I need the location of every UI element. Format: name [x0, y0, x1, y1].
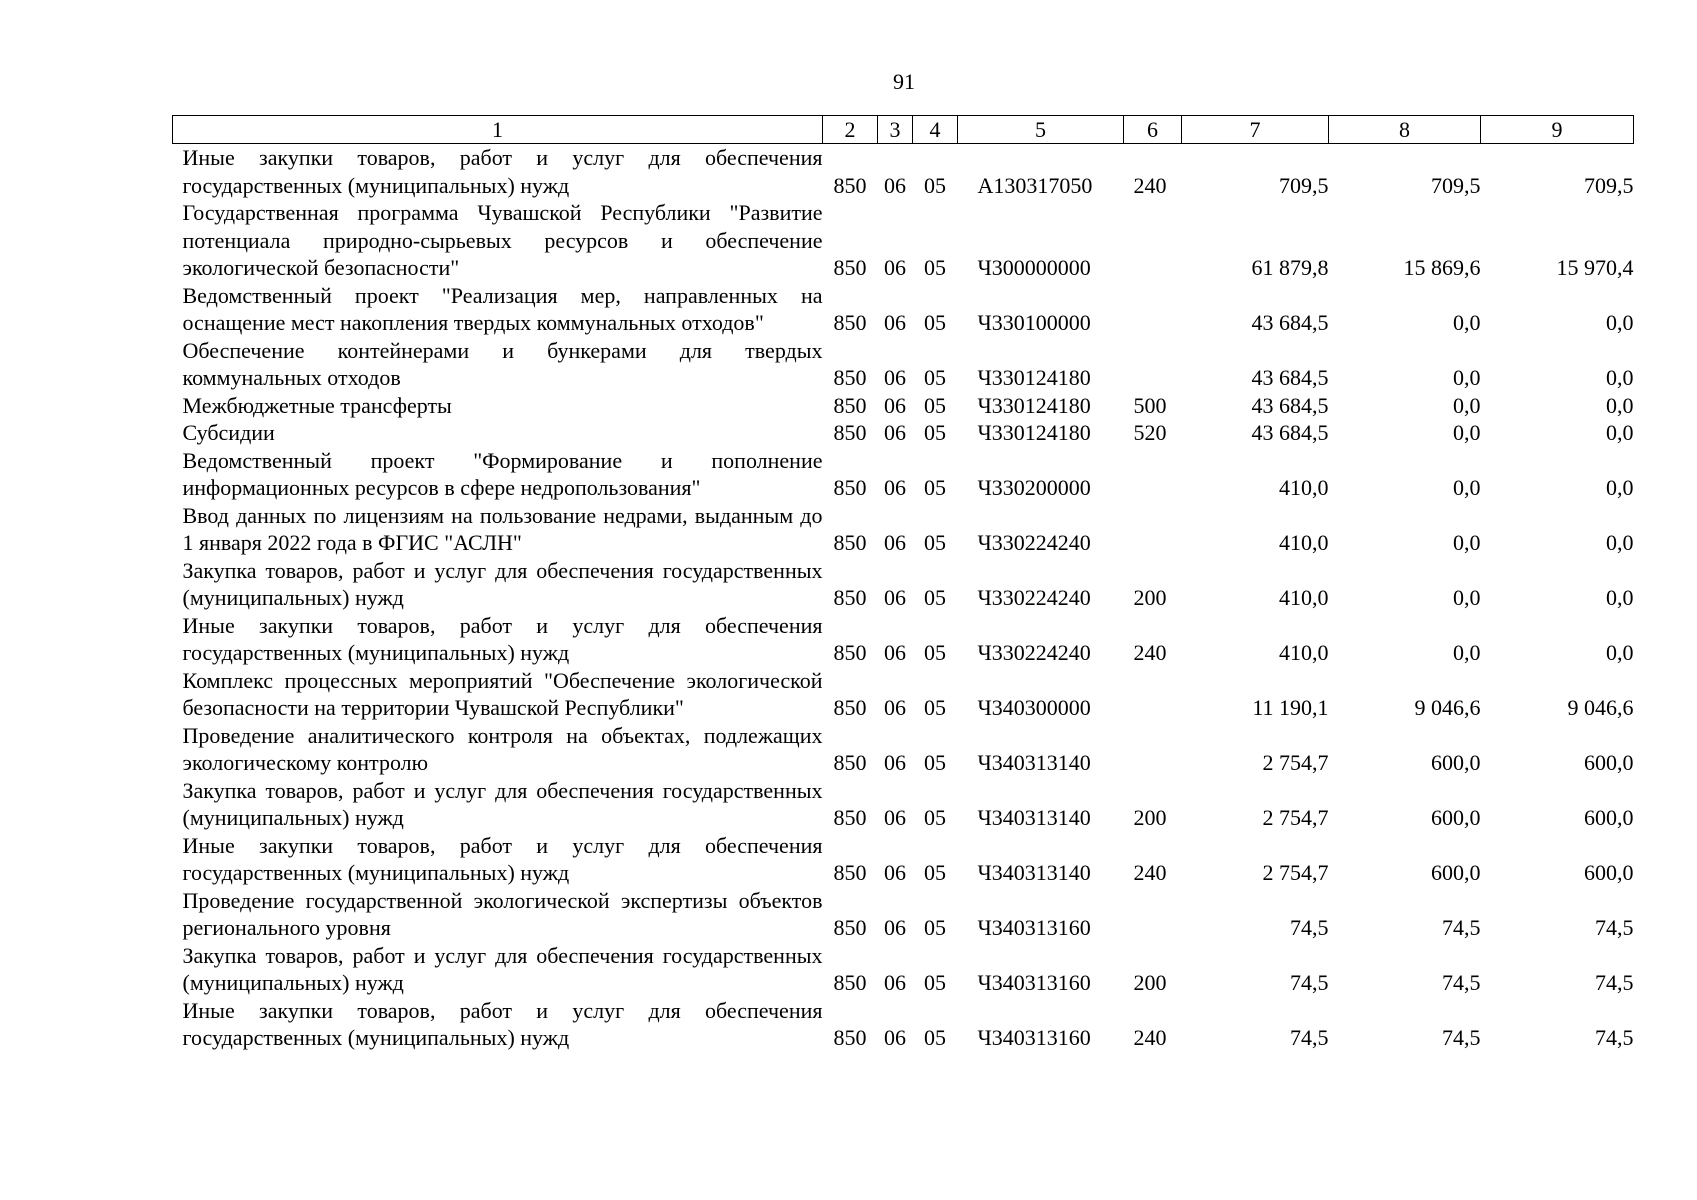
row-expense-type-cell: 500: [1133, 392, 1167, 418]
row-amount-col8-cell: 74,5: [1442, 915, 1481, 940]
row-amount-col8-cell: 74,5: [1442, 970, 1481, 995]
row-target-article-cell: Ч340313160: [977, 970, 1091, 995]
row-amount-col9-cell: 0,0: [1606, 475, 1634, 500]
row-grbs-cell: 850: [833, 420, 867, 445]
row-subsection-cell: 05: [924, 860, 946, 885]
row-grbs-cell: 850: [833, 915, 867, 940]
row-amount-col8-cell: 0,0: [1453, 530, 1481, 555]
row-target-article-cell: Ч330224240: [977, 585, 1091, 610]
row-amount-col7-cell: 709,5: [1279, 172, 1329, 198]
row-amount-col7-cell: 410,0: [1279, 640, 1329, 665]
row-subsection-cell: 05: [924, 585, 946, 610]
table-row: [173, 557, 1634, 612]
table-row: [173, 337, 1634, 392]
row-subsection-cell: 05: [924, 310, 946, 335]
row-amount-col9-cell: 0,0: [1606, 392, 1634, 418]
row-target-article-cell: Ч340313140: [977, 805, 1091, 830]
row-subsection-cell: 05: [924, 365, 946, 390]
table-row: [173, 942, 1634, 997]
row-amount-col7-cell: 43 684,5: [1251, 392, 1329, 418]
row-amount-col8-cell: 0,0: [1453, 420, 1481, 445]
row-subsection-cell: 05: [924, 255, 946, 280]
header-cell-subsection: 4: [913, 116, 958, 144]
row-target-article-cell: А130317050: [977, 172, 1093, 198]
row-amount-col9-cell: 74,5: [1595, 915, 1634, 940]
row-section-cell: 06: [884, 695, 906, 720]
row-name-cell: Иные закупки товаров, работ и услуг для обеспечения государственных (муниципальных) нужд: [182, 612, 823, 665]
row-subsection-cell: 05: [924, 695, 946, 720]
table-row: [173, 144, 1634, 200]
header-cell-amount-col7: 7: [1182, 116, 1329, 144]
header-cell-section: 3: [878, 116, 913, 144]
row-section-cell: 06: [884, 365, 906, 390]
row-amount-col7-cell: 2 754,7: [1262, 805, 1329, 830]
row-amount-col8-cell: 600,0: [1431, 860, 1481, 885]
row-amount-col7-cell: 410,0: [1279, 585, 1329, 610]
header-row: [173, 116, 1634, 144]
table-row: [173, 832, 1634, 887]
row-amount-col7-cell: 74,5: [1290, 915, 1329, 940]
row-amount-col8-cell: 600,0: [1431, 750, 1481, 775]
row-amount-col9-cell: 0,0: [1606, 530, 1634, 555]
row-grbs-cell: 850: [833, 1025, 867, 1050]
row-grbs-cell: 850: [833, 585, 867, 610]
row-target-article-cell: Ч330124180: [977, 365, 1091, 390]
row-amount-col8-cell: 0,0: [1453, 585, 1481, 610]
table-row: [173, 997, 1634, 1052]
row-amount-col9-cell: 600,0: [1584, 805, 1634, 830]
row-amount-col7-cell: 11 190,1: [1252, 695, 1329, 720]
table-row: [173, 419, 1634, 447]
row-grbs-cell: 850: [833, 172, 867, 198]
row-name-cell: Ведомственный проект "Формирование и пополнение информационных ресурсов в сфере недропользования": [182, 447, 823, 500]
header-cell-name: 1: [173, 116, 823, 144]
header-cell-expense-type: 6: [1124, 116, 1182, 144]
row-expense-type-cell: [1124, 722, 1182, 777]
row-expense-type-cell: 240: [1133, 640, 1167, 665]
row-name-cell: Комплекс процессных мероприятий "Обеспечение экологической безопасности на территории Чувашской Республики": [182, 667, 823, 720]
row-expense-type-cell: 200: [1133, 970, 1167, 995]
row-expense-type-cell: 200: [1133, 805, 1167, 830]
row-section-cell: 06: [884, 255, 906, 280]
header-cell-amount-col9: 9: [1481, 116, 1634, 144]
table-header: [173, 116, 1634, 144]
row-name-cell: Закупка товаров, работ и услуг для обеспечения государственных (муниципальных) нужд: [182, 557, 823, 610]
row-amount-col9-cell: 0,0: [1606, 640, 1634, 665]
row-grbs-cell: 850: [833, 475, 867, 500]
page-number: 91: [893, 69, 915, 94]
row-amount-col7-cell: 61 879,8: [1251, 255, 1329, 280]
row-amount-col8-cell: 0,0: [1453, 365, 1481, 390]
row-expense-type-cell: [1124, 282, 1182, 337]
table-row: [173, 502, 1634, 557]
row-section-cell: 06: [884, 585, 906, 610]
row-amount-col7-cell: 410,0: [1279, 530, 1329, 555]
row-target-article-cell: Ч330100000: [977, 310, 1091, 335]
row-grbs-cell: 850: [833, 255, 867, 280]
row-section-cell: 06: [884, 640, 906, 665]
row-section-cell: 06: [884, 530, 906, 555]
row-expense-type-cell: [1124, 447, 1182, 502]
table-row: [173, 887, 1634, 942]
row-section-cell: 06: [884, 392, 906, 418]
row-expense-type-cell: 240: [1133, 860, 1167, 885]
row-expense-type-cell: [1124, 502, 1182, 557]
row-amount-col9-cell: 15 970,4: [1556, 255, 1634, 280]
row-amount-col8-cell: 0,0: [1453, 310, 1481, 335]
row-amount-col9-cell: 600,0: [1584, 750, 1634, 775]
row-amount-col9-cell: 600,0: [1584, 860, 1634, 885]
row-grbs-cell: 850: [833, 860, 867, 885]
row-name-cell: Обеспечение контейнерами и бункерами для твердых коммунальных отходов: [182, 337, 823, 390]
row-amount-col9-cell: 0,0: [1606, 365, 1634, 390]
row-amount-col8-cell: 9 046,6: [1414, 695, 1481, 720]
row-target-article-cell: Ч340313140: [977, 750, 1091, 775]
row-grbs-cell: 850: [833, 392, 867, 418]
row-section-cell: 06: [884, 915, 906, 940]
header-cell-amount-col8: 8: [1329, 116, 1481, 144]
row-target-article-cell: Ч330124180: [977, 420, 1091, 445]
row-grbs-cell: 850: [833, 805, 867, 830]
row-name-cell: Проведение аналитического контроля на объектах, подлежащих экологическому контролю: [182, 722, 823, 775]
table-row: [173, 447, 1634, 502]
row-grbs-cell: 850: [833, 970, 867, 995]
row-subsection-cell: 05: [924, 1025, 946, 1050]
row-amount-col8-cell: 74,5: [1442, 1025, 1481, 1050]
table-row: [173, 392, 1634, 420]
row-expense-type-cell: 240: [1133, 172, 1167, 198]
row-target-article-cell: Ч330224240: [977, 640, 1091, 665]
table-body: [173, 144, 1634, 1052]
row-subsection-cell: 05: [924, 530, 946, 555]
row-target-article-cell: Ч340300000: [977, 695, 1091, 720]
budget-table: [172, 115, 1634, 1052]
row-target-article-cell: Ч300000000: [977, 255, 1091, 280]
row-amount-col7-cell: 43 684,5: [1251, 310, 1329, 335]
row-amount-col9-cell: 0,0: [1606, 420, 1634, 445]
row-amount-col7-cell: 43 684,5: [1251, 365, 1329, 390]
row-subsection-cell: 05: [924, 420, 946, 445]
table-row: [173, 282, 1634, 337]
row-amount-col7-cell: 43 684,5: [1251, 420, 1329, 445]
row-name-cell: Иные закупки товаров, работ и услуг для обеспечения государственных (муниципальных) нужд: [182, 997, 823, 1050]
row-grbs-cell: 850: [833, 640, 867, 665]
row-target-article-cell: Ч340313140: [977, 860, 1091, 885]
row-subsection-cell: 05: [924, 172, 946, 198]
row-section-cell: 06: [884, 310, 906, 335]
row-amount-col9-cell: 0,0: [1606, 310, 1634, 335]
row-target-article-cell: Ч330200000: [977, 475, 1091, 500]
row-amount-col7-cell: 74,5: [1290, 1025, 1329, 1050]
row-subsection-cell: 05: [924, 640, 946, 665]
row-target-article-cell: Ч340313160: [977, 1025, 1091, 1050]
row-name-cell: Закупка товаров, работ и услуг для обеспечения государственных (муниципальных) нужд: [182, 777, 823, 830]
row-section-cell: 06: [884, 970, 906, 995]
table-row: [173, 199, 1634, 282]
row-section-cell: 06: [884, 1025, 906, 1050]
row-subsection-cell: 05: [924, 915, 946, 940]
row-amount-col8-cell: 0,0: [1453, 640, 1481, 665]
row-section-cell: 06: [884, 860, 906, 885]
row-amount-col8-cell: 709,5: [1431, 172, 1481, 198]
row-name-cell: Ведомственный проект "Реализация мер, направленных на оснащение мест накопления твердых коммунальных отходов": [182, 282, 823, 335]
row-target-article-cell: Ч330224240: [977, 530, 1091, 555]
row-expense-type-cell: [1124, 887, 1182, 942]
row-expense-type-cell: [1124, 667, 1182, 722]
row-section-cell: 06: [884, 805, 906, 830]
row-grbs-cell: 850: [833, 750, 867, 775]
row-target-article-cell: Ч340313160: [977, 915, 1091, 940]
row-section-cell: 06: [884, 475, 906, 500]
row-grbs-cell: 850: [833, 695, 867, 720]
row-name-cell: Государственная программа Чувашской Республики "Развитие потенциала природно-сырьевых ресурсов и обеспечение экологической безопасности": [182, 200, 823, 280]
header-cell-target-article: 5: [958, 116, 1124, 144]
row-amount-col7-cell: 410,0: [1279, 475, 1329, 500]
table-row: [173, 722, 1634, 777]
row-amount-col7-cell: 74,5: [1290, 970, 1329, 995]
row-name-cell: Иные закупки товаров, работ и услуг для обеспечения государственных (муниципальных) нужд: [182, 832, 823, 885]
row-section-cell: 06: [884, 420, 906, 445]
row-amount-col9-cell: 74,5: [1595, 970, 1634, 995]
table-row: [173, 667, 1634, 722]
row-amount-col8-cell: 600,0: [1431, 805, 1481, 830]
row-name-cell: Закупка товаров, работ и услуг для обеспечения государственных (муниципальных) нужд: [182, 942, 823, 995]
row-amount-col7-cell: 2 754,7: [1262, 860, 1329, 885]
row-name-cell: Проведение государственной экологической экспертизы объектов регионального уровня: [182, 887, 823, 940]
row-grbs-cell: 850: [833, 530, 867, 555]
row-name-cell: Ввод данных по лицензиям на пользование недрами, выданным до 1 января 2022 года в ФГИС "АСЛН": [182, 502, 823, 555]
row-amount-col8-cell: 15 869,6: [1403, 255, 1481, 280]
row-expense-type-cell: 240: [1133, 1025, 1167, 1050]
row-name-cell: Субсидии: [182, 420, 275, 445]
row-subsection-cell: 05: [924, 392, 946, 418]
row-amount-col8-cell: 0,0: [1453, 475, 1481, 500]
row-subsection-cell: 05: [924, 750, 946, 775]
table-row: [173, 612, 1634, 667]
row-subsection-cell: 05: [924, 970, 946, 995]
row-expense-type-cell: [1124, 199, 1182, 282]
row-subsection-cell: 05: [924, 475, 946, 500]
header-cell-grbs: 2: [823, 116, 878, 144]
row-grbs-cell: 850: [833, 310, 867, 335]
row-expense-type-cell: [1124, 337, 1182, 392]
row-section-cell: 06: [884, 172, 906, 198]
row-target-article-cell: Ч330124180: [977, 392, 1091, 418]
row-name-cell: Иные закупки товаров, работ и услуг для обеспечения государственных (муниципальных) нужд: [182, 145, 823, 198]
row-amount-col9-cell: 74,5: [1595, 1025, 1634, 1050]
table-row: [173, 777, 1634, 832]
row-expense-type-cell: 520: [1133, 420, 1167, 445]
row-section-cell: 06: [884, 750, 906, 775]
row-amount-col7-cell: 2 754,7: [1262, 750, 1329, 775]
row-amount-col9-cell: 9 046,6: [1567, 695, 1634, 720]
row-name-cell: Межбюджетные трансферты: [182, 392, 452, 418]
row-expense-type-cell: 200: [1133, 585, 1167, 610]
row-grbs-cell: 850: [833, 365, 867, 390]
row-amount-col8-cell: 0,0: [1453, 392, 1481, 418]
row-amount-col9-cell: 709,5: [1584, 172, 1634, 198]
row-subsection-cell: 05: [924, 805, 946, 830]
row-amount-col9-cell: 0,0: [1606, 585, 1634, 610]
